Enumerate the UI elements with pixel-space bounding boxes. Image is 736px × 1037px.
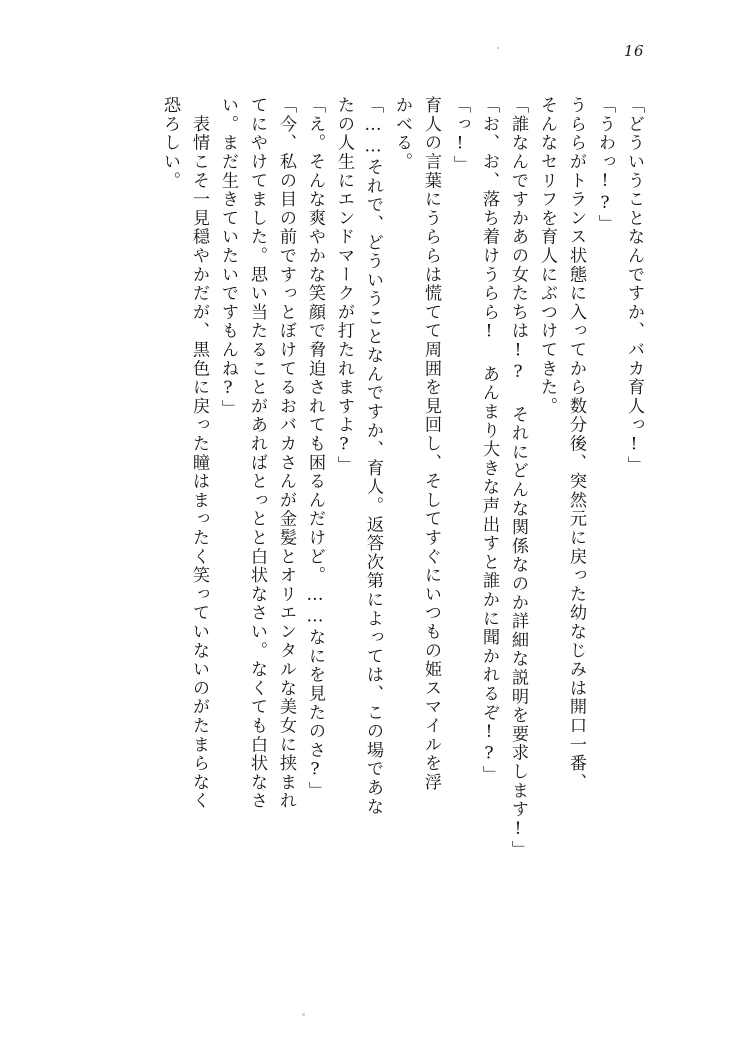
text-line: 表情こそ一見穏やかだが、黒色に戻った瞳はまったく笑っていないのがたまらなく [189,96,209,811]
text-line: てにやけてました。思い当たることがあればとっとと白状なさい。なくても白状なさ [247,96,267,811]
text-line: 「うわっ!?」 [595,96,615,234]
text-line: 「……それで、どういうことなんですか、育人。返答次第によっては、この場であな [363,96,383,816]
text-line: 恐ろしい。 [160,96,180,190]
page-number: 16 [623,42,644,60]
text-line: 「お、お、落ち着けうらら! あんまり大きな声出すと誰かに聞かれるぞ!?」 [479,96,499,784]
text-line: かべる。 [392,96,412,172]
text-line: そんなセリフを育人にぶつけてきた。 [537,96,557,416]
text-line: 「今、私の目の前ですっとぼけてるおバカさんが金髪とオリエンタルな美女に挟まれ [276,96,296,811]
text-line: 育人の言葉にうららは慌てて周囲を見回し、そしてすぐにいつもの姫スマイルを浮 [421,96,441,792]
paper-speck [302,1013,305,1016]
text-line: 「え。そんな爽やかな笑顔で脅迫されても困るんだけど。……なにを見たのさ?」 [305,96,325,800]
text-line: うららがトランス状態に入ってから数分後、突然元に戻った幼なじみは開口一番、 [566,96,586,792]
text-line: い。まだ生きていたいですもんね?」 [218,96,238,419]
page-text-body [88,96,648,976]
text-line: 「どういうことなんですか、バカ育人っ!」 [624,96,644,475]
text-line: たの人生にエンドマークが打たれますよ?」 [334,96,354,475]
text-line: 「誰なんですかあの女たちは!? それにどんな関係なのか詳細な説明を要求します!」 [508,96,528,860]
text-line: 「っ!」 [450,96,470,174]
paper-speck [497,47,499,49]
